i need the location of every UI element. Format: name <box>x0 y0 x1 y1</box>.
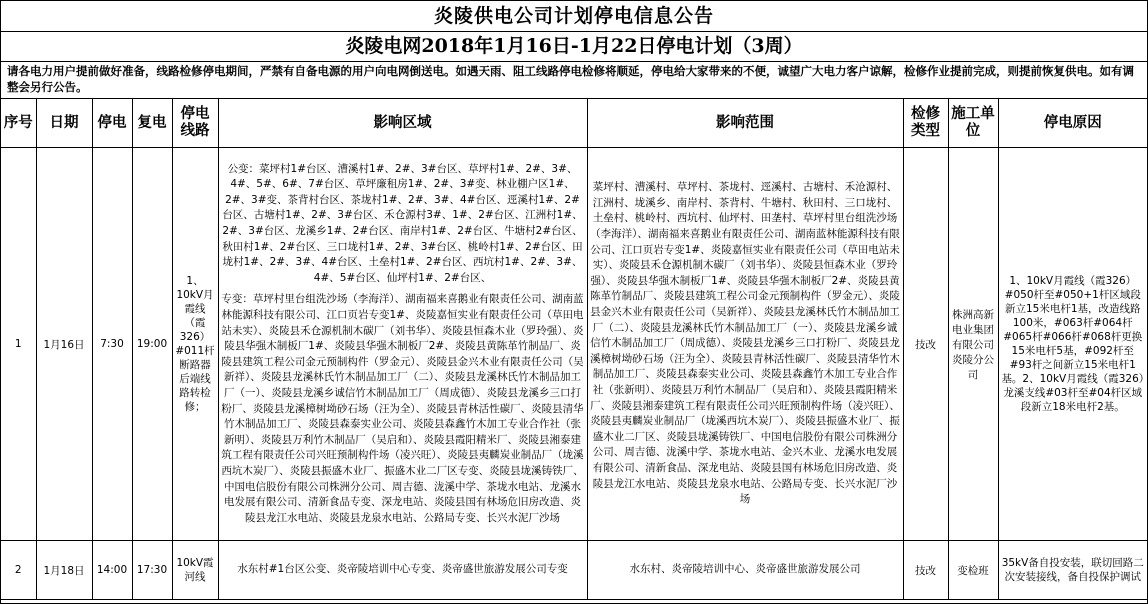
cell-off-time: 7:30 <box>92 148 132 541</box>
table-header-row <box>1 99 1147 148</box>
header-on: 复电 <box>132 99 172 148</box>
header-seq: 序号 <box>1 99 36 148</box>
outage-table <box>1 99 1147 600</box>
header-scope: 影响范围 <box>587 99 903 148</box>
cell-type: 技改 <box>903 148 948 541</box>
header-reason: 停电原因 <box>998 99 1147 148</box>
cell-on-time: 17:30 <box>132 541 172 600</box>
cell-off-time: 14:00 <box>92 541 132 600</box>
header-line: 停电线路 <box>172 99 218 148</box>
cell-on-time: 19:00 <box>132 148 172 541</box>
cell-unit: 变检班 <box>948 541 998 600</box>
area-private-list: 专变：草坪村里台组洗沙场（李海洋）、湖南福来喜鹅业有限责任公司、湖南蓝林能源科技有限公司、江口页岩专变1#、炎陵嘉恒实业有限责任公司（草田电站未实）、炎陵县禾仓源机制木碳厂（刘书华）、炎陵县恒森木业（罗玲强）、炎陵县华强木制板厂1#、炎陵县华强木制板厂2#、炎陵县黄陈革竹制品厂、炎陵县建筑工程公司金元预制构件（罗金元）、炎陵县金兴木业有限责任公司（吴新祥）、炎陵县龙溪林氏竹木制品加工厂（二）、炎陵县龙溪林氏竹木制品加工厂（一）、炎陵县龙溪乡诚信竹木制品加工厂（周成德）、炎陵县龙溪乡三口打粉厂、炎陵县龙溪樟树坳砂石场（汪为全）、炎陵县青林活性碳厂、炎陵县清华竹木制品加工厂、炎陵县森泰实业公司、炎陵县森鑫竹木加工专业合作社（张新明）、炎陵县万利竹木制品厂（吴启和）、炎陵县霞阳精米厂、炎陵县湘泰建筑工程有限责任公司兴旺预制构件场（凌兴旺）、炎陵县夷麟炭业制品厂（垅溪西坑木炭厂）、炎陵县振盛木业厂、振盛木业二厂区专变、炎陵县垅溪铸铁厂、中国电信股份有限公司株洲分公司、周吉德、泷溪中学、茶垅水电站、龙溪水电发展有限公司、清新食品专变、深龙电站、炎陵县国有林场危旧房改造、炎陵县龙江水电站、炎陵县龙泉水电站、公路局专变、长兴水泥厂沙场 <box>221 293 584 524</box>
cell-scope: 水东村、炎帝陵培训中心、炎帝盛世旅游发展公司 <box>587 541 903 600</box>
area-public-list: 公变：菜坪村1#台区、漕溪村1#、2#、3#台区、草坪村1#、2#、3#、4#、5#、6#、7#台区、草坪廉租房1#、2#、3#变、林业棚户区1#、2#、3#变、茶背村台区、茶垅村1#、2#、3#、4#台区、逕溪村1#、2#台区、古塘村1#、2#、3#台区、禾仓源村3#、1#、2#台区、江洲村1#、2#、3#台区、龙溪乡1#、2#台区、南岸村1#、2#台区、牛塘村2#台区、秋田村1#、2#台区、三口垅村1#、2#、3#台区、桃岭村1#、2#台区、田垅村1#、2#、3#、4#台区、土垒村1#、2#台区、西坑村1#、2#、3#、4#、5#台区、仙坪村1#、2#台区、 <box>222 162 583 284</box>
header-area: 影响区域 <box>218 99 587 148</box>
cell-reason: 1、10kV月霞线（霞326）#050杆至#050+1杆区域段新立15米电杆1基，改造线路100米，#063杆#064杆#065杆#066杆#068杆更换15米电杆5基，#092杆至#93杆之间新立15米电杆1基。2、10kV月霞线（霞326）龙溪支线#03杆至#04杆区域段新立18米电杆2基。 <box>998 148 1147 541</box>
page-subtitle: 炎陵电网2018年1月16日-1月22日停电计划（3周） <box>1 32 1147 62</box>
cell-scope: 菜坪村、漕溪村、草坪村、茶垅村、逕溪村、古塘村、禾沧源村、江洲村、垅溪乡、南岸村、茶背村、牛塘村、秋田村、三口垅村、土垒村、桃岭村、西坑村、仙坪村、田垄村、草坪村里台组洗沙场（李海洋）、湖南福来喜鹅业有限责任公司、湖南蓝林能源科技有限公司、江口页岩专变1#、炎陵嘉恒实业有限责任公司（草田电站未实）、炎陵县禾仓源机制木碳厂（刘书华）、炎陵县恒森木业（罗玲强）、炎陵县华强木制板厂1#、炎陵县华强木制板厂2#、炎陵县黄陈革竹制品厂、炎陵县建筑工程公司金元预制构件（罗金元）、炎陵县金兴木业有限责任公司（吴新祥）、炎陵县龙溪林氏竹木制品加工厂（二）、炎陵县龙溪林氏竹木制品加工厂（一）、炎陵县龙溪乡诚信竹木制品加工厂（周成德）、炎陵县龙溪乡三口打粉厂、炎陵县龙溪樟树坳砂石场（汪为全）、炎陵县青林活性碳厂、炎陵县清华竹木制品加工厂、炎陵县森泰实业公司、炎陵县森鑫竹木加工专业合作社（张新明）、炎陵县万利竹木制品厂（吴启和）、炎陵县霞阳精米厂、炎陵县湘泰建筑工程有限责任公司兴旺预制构件场（凌兴旺）、炎陵县夷麟炭业制品厂（垅溪西坑木炭厂）、炎陵县振盛木业厂、振盛木业二厂区、炎陵县垅溪铸铁厂、中国电信股份有限公司株洲分公司、周吉德、泷溪中学、茶垅水电站、金兴木业、龙溪水电发展有限公司、清新食品、深龙电站、炎陵县国有林场危旧房改造、炎陵县龙江水电站、炎陵县龙泉水电站、公路局专变、长兴水泥厂沙场 <box>587 148 903 541</box>
cell-type: 技改 <box>903 541 948 600</box>
cell-date: 1月16日 <box>36 148 92 541</box>
cell-area: 水东村#1台区公变、炎帝陵培训中心专变、炎帝盛世旅游发展公司专变 <box>218 541 587 600</box>
cell-date: 1月18日 <box>36 541 92 600</box>
header-date: 日期 <box>36 99 92 148</box>
header-off: 停电 <box>92 99 132 148</box>
page-title: 炎陵供电公司计划停电信息公告 <box>1 1 1147 32</box>
cell-line: 10kV霞河线 <box>172 541 218 600</box>
cell-unit: 株洲高新电业集团有限公司炎陵分公司 <box>948 148 998 541</box>
cell-seq: 1 <box>1 148 36 541</box>
notice-text: 请各电力用户提前做好准备，线路检修停电期间，严禁有自备电源的用户向电网倒送电。如遇天雨、阻工线路停电检修将顺延，停电给大家带来的不便，诚望广大电力客户谅解，检修作业提前完成，则提前恢复供电。如有调整会另行公告。 <box>1 62 1147 99</box>
table-row <box>1 541 1147 600</box>
cell-reason: 35kV备自投安装，联切回路二次安装接线，备自投保护调试 <box>998 541 1147 600</box>
header-type: 检修类型 <box>903 99 948 148</box>
cell-seq: 2 <box>1 541 36 600</box>
header-unit: 施工单位 <box>948 99 998 148</box>
cell-area <box>218 148 587 541</box>
cell-line: 1、10kV月霞线（霞326）#011杆断路器后端线路转检修； <box>172 148 218 541</box>
table-row <box>1 148 1147 541</box>
